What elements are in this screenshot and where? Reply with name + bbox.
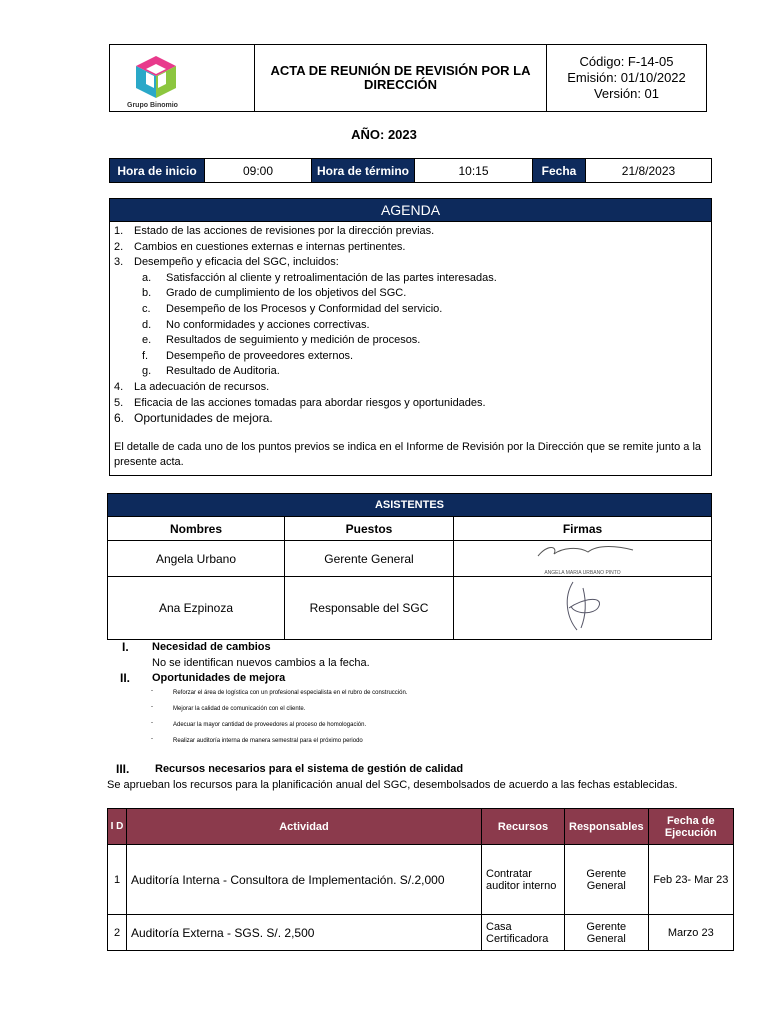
version: Versión: 01 [593,86,660,101]
table-row [108,915,734,951]
list-item: c. Desempeño de los Procesos y Conformidad del servicio. [142,302,443,315]
table-row [108,577,711,639]
agenda-title: AGENDA [110,199,711,222]
logo-text: Grupo Binomio [127,102,178,109]
list-item: 3. Desempeño y eficacia del SGC, incluidos: [114,256,339,269]
end-time-label: Hora de término [312,159,415,182]
improvement-item: Mejorar la calidad de comunicación con el cliente. [173,706,306,712]
row-date: Marzo 23 [648,915,733,951]
improvement-item: Realizar auditoría interna de manera semestral para el próximo periodo [173,738,363,744]
improvement-bullet: - [151,736,153,742]
signature-icon [518,542,648,568]
table-row [108,541,711,577]
improvement-item: Adecuar la mayor cantidad de proveedores al proceso de homologación. [173,722,367,728]
row-responsible: Gerente General [565,845,649,915]
table-header-row [108,517,711,541]
logo-cell [110,45,255,111]
row-resources: Casa Certificadora [482,915,565,951]
signature-icon [543,578,623,634]
signature-cell [454,541,712,577]
signature-name: ANGELA MARIA URBANO PINTO [544,569,621,576]
column-header: I D [108,809,127,845]
list-item: 4. La adecuación de recursos. [114,380,270,393]
section-2-number: II. [120,671,131,685]
list-item: 2. Cambios en cuestiones externas e internas pertinentes. [114,240,406,253]
improvement-bullet: - [151,704,153,710]
list-item: b. Grado de cumplimiento de los objetivos del SGC. [142,287,407,300]
row-responsible: Gerente General [565,915,649,951]
signature-cell [454,577,712,639]
list-item: 6. Oportunidades de mejora. [114,411,273,426]
improvement-bullet: - [151,688,153,694]
section-1-number: I. [122,640,129,654]
list-item: e. Resultados de seguimiento y medición de procesos. [142,334,421,347]
row-activity: Auditoría Interna - Consultora de Implementación. S/.2,000 [127,845,482,915]
document-header [109,44,707,112]
section-3-text: Se aprueban los recursos para la planificación anual del SGC, desembolsados de acuerdo a las fechas establecidas. [107,779,678,791]
column-header: Actividad [127,809,482,845]
row-resources: Contratar auditor interno [482,845,565,915]
date-value: 21/8/2023 [621,163,676,178]
section-3-number: III. [116,762,130,776]
list-item: 5. Eficacia de las acciones tomadas para abordar riesgos y oportunidades. [114,396,486,409]
attendee-name: Ana Ezpinoza [108,577,285,639]
list-item: 1. Estado de las acciones de revisiones por la dirección previas. [114,225,435,237]
section-3-title: Recursos necesarios para el sistema de gestión de calidad [155,763,464,775]
row-activity: Auditoría Externa - SGS. S/. 2,500 [127,915,482,951]
column-header: Fecha de Ejecución [648,809,733,845]
row-id: 2 [108,915,127,951]
document-codes [547,45,706,111]
start-time-value: 09:00 [205,159,312,182]
column-header: Recursos [482,809,565,845]
meeting-times [109,158,712,183]
list-item: d. No conformidades y acciones correctivas. [142,318,370,331]
section-1-text: No se identifican nuevos cambios a la fecha. [152,657,370,669]
list-item: g. Resultado de Auditoria. [142,365,280,378]
attendee-role: Responsable del SGC [285,577,454,639]
column-header: Firmas [454,517,712,541]
document-title: ACTA DE REUNIÓN DE REVISIÓN POR LA DIRECCIÓN [255,45,547,111]
company-logo-icon [132,54,180,100]
column-header: Nombres [108,517,285,541]
agenda-note: El detalle de cada uno de los puntos previos se indica en el Informe de Revisión por la Dirección que se remite junto a la presente acta. [114,440,702,469]
end-time-value: 10:15 [415,159,533,182]
improvement-item: Reforzar el área de logística con un profesional especialista en el rubro de construcción. [173,690,408,696]
list-item: a. Satisfacción al cliente y retroalimentación de las partes interesadas. [142,271,497,284]
list-item: f. Desempeño de proveedores externos. [142,349,354,362]
column-header: Responsables [565,809,649,845]
issue-date: Emisión: 01/10/2022 [567,70,686,85]
start-time-label: Hora de inicio [110,159,205,182]
table-header-row [108,809,734,845]
attendee-name: Angela Urbano [108,541,285,577]
year-heading: AÑO: 2023 [351,127,417,142]
attendees-box [107,493,712,640]
agenda-box [109,198,712,476]
table-row [108,845,734,915]
section-2-title: Oportunidades de mejora [152,672,286,684]
date-label: Fecha [533,159,586,182]
row-id: 1 [108,845,127,915]
improvement-bullet: - [151,720,153,726]
attendee-role: Gerente General [285,541,454,577]
attendees-title: ASISTENTES [108,494,711,516]
section-1-title: Necesidad de cambios [152,641,271,653]
resources-table [107,808,734,951]
column-header: Puestos [285,517,454,541]
row-date: Feb 23- Mar 23 [648,845,733,915]
attendees-table [108,516,711,639]
code: Código: F-14-05 [579,54,674,69]
agenda-list [110,222,711,473]
